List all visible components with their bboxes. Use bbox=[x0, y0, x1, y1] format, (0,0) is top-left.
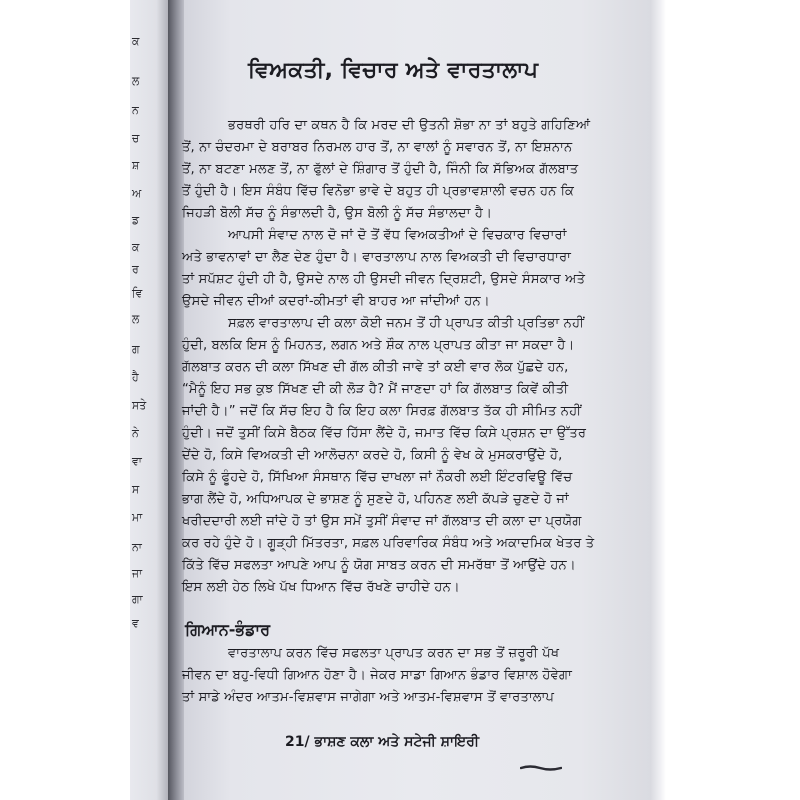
facing-page-text: ਸ਼ bbox=[132, 158, 140, 172]
body-line: “ਮੈਨੂੰ ਇਹ ਸਭ ਕੁਝ ਸਿੱਖਣ ਦੀ ਕੀ ਲੋੜ ਹੈ? ਮੈਂ ਜਾਣਦਾ ਹਾਂ ਕਿ ਗੱਲਬਾਤ ਕਿਵੇਂ ਕੀਤੀ bbox=[182, 382, 569, 397]
body-line: ਹੁੰਦੀ, ਬਲਕਿ ਇਸ ਨੂੰ ਮਿਹਨਤ, ਲਗਨ ਅਤੇ ਸ਼ੌਕ ਨਾਲ ਪ੍ਰਾਪਤ ਕੀਤਾ ਜਾ ਸਕਦਾ ਹੈ। bbox=[182, 338, 575, 353]
section-heading: ਗਿਆਨ-ਭੰਡਾਰ bbox=[185, 620, 271, 639]
body-line: ਜਿਹੜੀ ਬੋਲੀ ਸੱਚ ਨੂੰ ਸੰਭਾਲਦੀ ਹੈ, ਉਸ ਬੋਲੀ ਨੂੰ ਸੱਚ ਸੰਭਾਲਦਾ ਹੈ। bbox=[182, 206, 493, 221]
section-line: ਜੀਵਨ ਦਾ ਬਹੁ-ਵਿਧੀ ਗਿਆਨ ਹੋਣਾ ਹੈ। ਜੇਕਰ ਸਾਡਾ ਗਿਆਨ ਭੰਡਾਰ ਵਿਸ਼ਾਲ ਹੋਵੇਗਾ bbox=[182, 668, 572, 683]
body-line: ਕਰ ਰਹੇ ਹੁੰਦੇ ਹੋ। ਗੂੜ੍ਹੀ ਮਿੱਤਰਤਾ, ਸਫ਼ਲ ਪਰਿਵਾਰਿਕ ਸੰਬੰਧ ਅਤੇ ਅਕਾਦਮਿਕ ਖੇਤਰ ਤੇ bbox=[182, 536, 595, 551]
body-line: ਸਫ਼ਲ ਵਾਰਤਾਲਾਪ ਦੀ ਕਲਾ ਕੋਈ ਜਨਮ ਤੋਂ ਹੀ ਪ੍ਰਾਪਤ ਕੀਤੀ ਪ੍ਰਤਿਭਾ ਨਹੀਂ bbox=[228, 316, 585, 331]
body-line: ਭਰਥਰੀ ਹਰਿ ਦਾ ਕਥਨ ਹੈ ਕਿ ਮਰਦ ਦੀ ਉਤਨੀ ਸ਼ੋਭਾ ਨਾ ਤਾਂ ਬਹੁਤੇ ਗਹਿਣਿਆਂ bbox=[228, 118, 591, 133]
book-title: ਭਾਸ਼ਣ ਕਲਾ ਅਤੇ ਸਟੇਜੀ ਸ਼ਾਇਰੀ bbox=[314, 734, 480, 750]
facing-page-text: ਅ bbox=[132, 186, 142, 200]
facing-page-text: ਕ bbox=[132, 34, 140, 48]
facing-page-text: ਨ bbox=[132, 103, 139, 117]
body-line: ਇਸ ਲਈ ਹੇਠ ਲਿਖੇ ਪੱਖ ਧਿਆਨ ਵਿੱਚ ਰੱਖਣੇ ਚਾਹੀਦੇ ਹਨ। bbox=[182, 580, 460, 595]
facing-page-text: ਗ bbox=[132, 342, 140, 356]
facing-page-text: ਸ bbox=[132, 482, 140, 496]
body-line: ਆਪਸੀ ਸੰਵਾਦ ਨਾਲ ਦੋ ਜਾਂ ਦੋ ਤੋਂ ਵੱਧ ਵਿਅਕਤੀਆਂ ਦੇ ਵਿਚਕਾਰ ਵਿਚਾਰਾਂ bbox=[228, 228, 567, 243]
ink-smudge-mark bbox=[520, 764, 562, 772]
facing-page-text: ਲ bbox=[132, 74, 140, 88]
facing-page-text: ਗਾ bbox=[132, 592, 143, 606]
body-line: ਤੋਂ, ਨਾ ਬਟਣਾ ਮਲਣ ਤੋਂ, ਨਾ ਫੁੱਲਾਂ ਦੇ ਸ਼ਿੰਗਾਰ ਤੋਂ ਹੁੰਦੀ ਹੈ, ਜਿੰਨੀ ਕਿ ਸੱਭਿਅਕ ਗੱਲਬਾਤ bbox=[182, 162, 579, 177]
page-edge bbox=[650, 0, 666, 800]
facing-page-text: ਲ bbox=[132, 312, 140, 326]
facing-page-text: ਵ bbox=[132, 616, 139, 630]
body-line: ਉਸਦੇ ਜੀਵਨ ਦੀਆਂ ਕਦਰਾਂ-ਕੀਮਤਾਂ ਵੀ ਬਾਹਰ ਆ ਜਾਂਦੀਆਂ ਹਨ। bbox=[182, 294, 490, 309]
body-line: ਅਤੇ ਭਾਵਨਾਵਾਂ ਦਾ ਲੈਣ ਦੇਣ ਹੁੰਦਾ ਹੈ। ਵਾਰਤਾਲਾਪ ਨਾਲ ਵਿਅਕਤੀ ਦੀ ਵਿਚਾਰਧਾਰਾ bbox=[182, 250, 572, 265]
facing-page-text: ਨਾ bbox=[132, 540, 142, 554]
body-line: ਤਾਂ ਸਪੱਸ਼ਟ ਹੁੰਦੀ ਹੀ ਹੈ, ਉਸਦੇ ਨਾਲ ਹੀ ਉਸਦੀ ਜੀਵਨ ਦ੍ਰਿਸ਼ਟੀ, ਉਸਦੇ ਸੰਸਕਾਰ ਅਤੇ bbox=[182, 272, 586, 287]
body-line: ਗੱਲਬਾਤ ਕਰਨ ਦੀ ਕਲਾ ਸਿੱਖਣ ਦੀ ਗੱਲ ਕੀਤੀ ਜਾਵੇ ਤਾਂ ਕਈ ਵਾਰ ਲੋਕ ਪੁੱਛਦੇ ਹਨ, bbox=[182, 360, 569, 375]
facing-page-text: ਚ bbox=[132, 131, 140, 145]
facing-page-text: ਵਿ bbox=[132, 286, 143, 300]
body-line: ਹੁੰਦੀ। ਜਦੋਂ ਤੁਸੀਂ ਕਿਸੇ ਬੈਠਕ ਵਿੱਚ ਹਿੱਸਾ ਲੈਂਦੇ ਹੋ, ਜਮਾਤ ਵਿੱਚ ਕਿਸੇ ਪ੍ਰਸ਼ਨ ਦਾ ਉੱਤਰ bbox=[182, 426, 587, 441]
facing-page-text: ਡ bbox=[132, 213, 140, 227]
facing-page-text: ਕ bbox=[132, 240, 140, 254]
facing-page-text: ਰ bbox=[132, 262, 139, 276]
facing-page-text: ਸਤੇ bbox=[132, 398, 147, 412]
section-line: ਤਾਂ ਸਾਡੇ ਅੰਦਰ ਆਤਮ-ਵਿਸ਼ਵਾਸ ਜਾਗੇਗਾ ਅਤੇ ਆਤਮ-ਵਿਸ਼ਵਾਸ ਤੋਂ ਵਾਰਤਾਲਾਪ bbox=[182, 690, 555, 705]
body-line: ਕਿੱਤੇ ਵਿੱਚ ਸਫਲਤਾ ਆਪਣੇ ਆਪ ਨੂੰ ਯੋਗ ਸਾਬਤ ਕਰਨ ਦੀ ਸਮਰੱਥਾ ਤੋਂ ਆਉਂਦੇ ਹਨ। bbox=[182, 558, 576, 573]
facing-page-text: ਹੈ bbox=[132, 370, 139, 384]
body-line: ਤੋਂ ਹੁੰਦੀ ਹੈ। ਇਸ ਸੰਬੰਧ ਵਿੱਚ ਵਿਨੋਭਾ ਭਾਵੇ ਦੇ ਬਹੁਤ ਹੀ ਪ੍ਰਭਾਵਸ਼ਾਲੀ ਵਚਨ ਹਨ ਕਿ bbox=[182, 184, 575, 199]
body-line: ਕਿਸੇ ਨੂੰ ਫੂੰਹਦੇ ਹੋ, ਸਿੱਖਿਆ ਸੰਸਥਾਨ ਵਿੱਚ ਦਾਖਲਾ ਜਾਂ ਨੌਕਰੀ ਲਈ ਇੰਟਰਵਿਊ ਵਿੱਚ bbox=[182, 470, 573, 485]
facing-page-text: ਵਾ bbox=[132, 454, 142, 468]
body-line: ਭਾਗ ਲੈਂਦੇ ਹੋ, ਅਧਿਆਪਕ ਦੇ ਭਾਸ਼ਣ ਨੂੰ ਸੁਣਦੇ ਹੋ, ਪਹਿਨਣ ਲਈ ਕੱਪੜੇ ਚੁਣਦੇ ਹੋ ਜਾਂ bbox=[182, 492, 569, 507]
body-line: ਦੇਂਦੇ ਹੋ, ਕਿਸੇ ਵਿਅਕਤੀ ਦੀ ਆਲੋਚਨਾ ਕਰਦੇ ਹੋ, ਕਿਸੀ ਨੂੰ ਵੇਖ ਕੇ ਮੁਸਕਰਾਉਂਦੇ ਹੋ, bbox=[182, 448, 563, 463]
chapter-title: ਵਿਅਕਤੀ, ਵਿਚਾਰ ਅਤੇ ਵਾਰਤਾਲਾਪ bbox=[248, 58, 539, 83]
body-line: ਜਾਂਦੀ ਹੈ।” ਜਦੋਂ ਕਿ ਸੱਚ ਇਹ ਹੈ ਕਿ ਇਹ ਕਲਾ ਸਿਰਫ਼ ਗੱਲਬਾਤ ਤੱਕ ਹੀ ਸੀਮਿਤ ਨਹੀਂ bbox=[182, 404, 582, 419]
section-line: ਵਾਰਤਾਲਾਪ ਕਰਨ ਵਿੱਚ ਸਫਲਤਾ ਪ੍ਰਾਪਤ ਕਰਨ ਦਾ ਸਭ ਤੋਂ ਜ਼ਰੂਰੀ ਪੱਖ bbox=[228, 646, 560, 661]
facing-page-text: ਮਾ bbox=[132, 510, 143, 524]
page-footer bbox=[285, 734, 479, 750]
body-line: ਖਰੀਦਦਾਰੀ ਲਈ ਜਾਂਦੇ ਹੋ ਤਾਂ ਉਸ ਸਮੇਂ ਤੁਸੀਂ ਸੰਵਾਦ ਜਾਂ ਗੱਲਬਾਤ ਦੀ ਕਲਾ ਦਾ ਪ੍ਰਯੋਗ bbox=[182, 514, 582, 529]
facing-page-text: ਜਾ bbox=[132, 566, 143, 580]
footer-separator: / bbox=[304, 734, 310, 750]
page-number: 21 bbox=[285, 734, 305, 750]
facing-page-text: ਨੇ bbox=[132, 426, 139, 440]
body-line: ਤੋਂ, ਨਾ ਚੰਦਰਮਾ ਦੇ ਬਰਾਬਰ ਨਿਰਮਲ ਹਾਰ ਤੋਂ, ਨਾ ਵਾਲਾਂ ਨੂੰ ਸਵਾਰਨ ਤੋਂ, ਨਾ ਇਸ਼ਨਾਨ bbox=[182, 140, 573, 155]
